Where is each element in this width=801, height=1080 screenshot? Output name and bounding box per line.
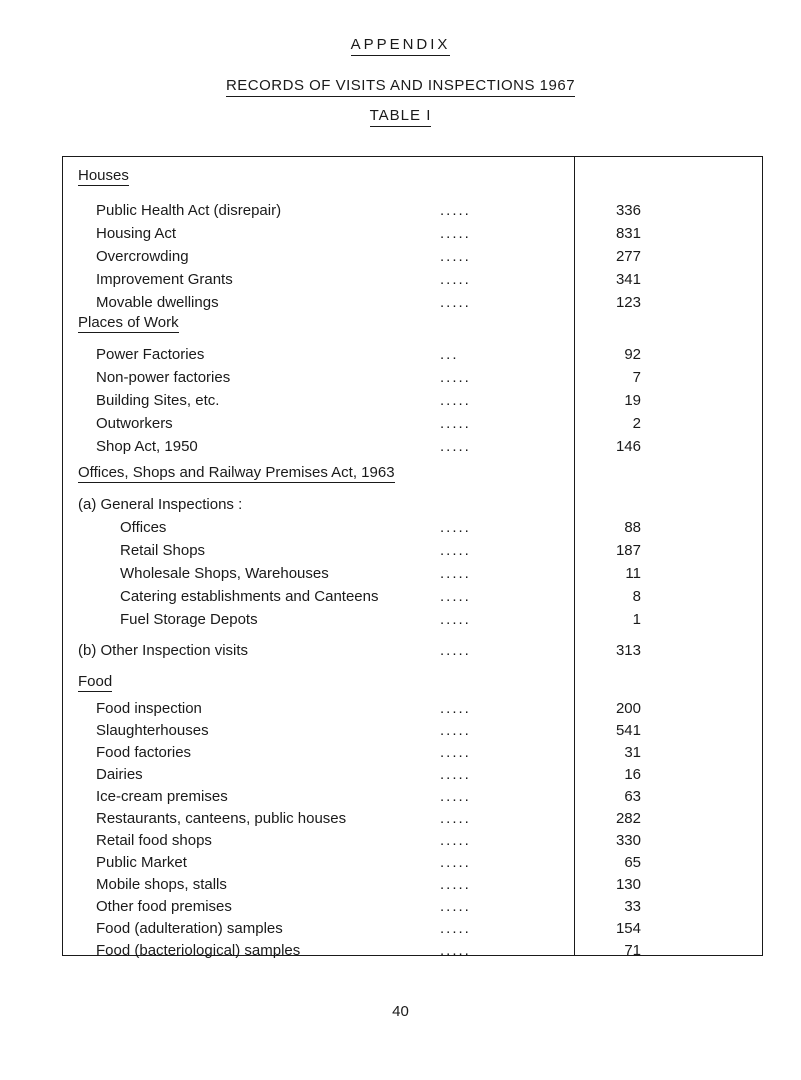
leader-dots: ..... [440, 225, 471, 242]
section-heading [0, 165, 801, 187]
table-row [0, 698, 801, 720]
leader-dots: ..... [440, 519, 471, 536]
row-label: Housing Act [96, 225, 177, 242]
row-value: 154 [615, 920, 641, 937]
row-label: Retail food shops [96, 832, 212, 849]
table-row [0, 742, 801, 764]
leader-dots: ..... [440, 294, 471, 311]
table-row [0, 200, 801, 222]
table-row [0, 609, 801, 631]
row-label: Food (bacteriological) samples [96, 942, 301, 959]
row-value: 541 [615, 722, 641, 739]
leader-dots: ..... [440, 248, 471, 265]
page-number: 40 [392, 1003, 409, 1020]
row-value: 33 [624, 898, 641, 915]
row-label: Food (adulteration) samples [96, 920, 283, 937]
heading-text: (a) General Inspections : [78, 496, 243, 513]
section-title [78, 312, 179, 334]
table-row [0, 940, 801, 962]
row-value: 130 [615, 876, 641, 893]
row-label: Other food premises [96, 898, 232, 915]
table-row [0, 640, 801, 662]
leader-dots: ..... [440, 722, 471, 739]
leader-dots: ..... [440, 810, 471, 827]
row-value: 831 [615, 225, 641, 242]
table-row [0, 764, 801, 786]
table-name [0, 107, 801, 127]
leader-dots: ..... [440, 766, 471, 783]
row-label: Shop Act, 1950 [96, 438, 198, 455]
heading-text: Places of Work [78, 314, 179, 331]
row-label: Retail Shops [120, 542, 206, 559]
row-label: Wholesale Shops, Warehouses [120, 565, 329, 582]
row-value: 63 [624, 788, 641, 805]
leader-dots: ..... [440, 700, 471, 717]
row-value: 123 [615, 294, 641, 311]
table-row [0, 413, 801, 435]
row-value: 71 [624, 942, 641, 959]
row-value: 7 [632, 369, 641, 386]
leader-dots: ... [440, 346, 459, 363]
leader-dots: ..... [440, 788, 471, 805]
row-value: 282 [615, 810, 641, 827]
table-row [0, 436, 801, 458]
table-row [0, 246, 801, 268]
leader-dots: ..... [440, 588, 471, 605]
section-heading [0, 312, 801, 334]
leader-dots: ..... [440, 565, 471, 582]
row-value: 330 [615, 832, 641, 849]
row-label: Slaughterhouses [96, 722, 209, 739]
records-subtitle-text: RECORDS OF VISITS AND INSPECTIONS 1967 [226, 77, 575, 97]
row-value: 200 [615, 700, 641, 717]
row-label: (b) Other Inspection visits [78, 642, 249, 659]
leader-dots: ..... [440, 611, 471, 628]
table-row [0, 540, 801, 562]
heading-text: Food [78, 673, 113, 690]
section-title [78, 462, 395, 484]
row-value: 31 [624, 744, 641, 761]
section-heading [0, 462, 801, 484]
row-value: 146 [615, 438, 641, 455]
records-subtitle [0, 77, 801, 97]
appendix-heading-text: APPENDIX [351, 36, 451, 56]
appendix-heading [0, 36, 801, 56]
table-row [0, 720, 801, 742]
row-label: Food factories [96, 744, 192, 761]
table-name-text: TABLE I [370, 107, 432, 127]
row-value: 8 [632, 588, 641, 605]
row-label: Ice-cream premises [96, 788, 228, 805]
table-row [0, 269, 801, 291]
table-row [0, 896, 801, 918]
subheading [0, 494, 801, 516]
leader-dots: ..... [440, 438, 471, 455]
row-value: 313 [615, 642, 641, 659]
row-value: 92 [624, 346, 641, 363]
leader-dots: ..... [440, 898, 471, 915]
leader-dots: ..... [440, 202, 471, 219]
row-label: Fuel Storage Depots [120, 611, 258, 628]
section-title [78, 671, 112, 693]
leader-dots: ..... [440, 854, 471, 871]
table-row [0, 563, 801, 585]
leader-dots: ..... [440, 392, 471, 409]
table-row [0, 292, 801, 314]
row-value: 2 [632, 415, 641, 432]
row-label: Public Health Act (disrepair) [96, 202, 282, 219]
row-value: 1 [632, 611, 641, 628]
table-row [0, 852, 801, 874]
row-label: Improvement Grants [96, 271, 233, 288]
heading-text: Offices, Shops and Railway Premises Act, 1963 [78, 464, 395, 481]
table-row [0, 390, 801, 412]
row-label: Catering establishments and Canteens [120, 588, 379, 605]
row-label: Offices [120, 519, 167, 536]
row-label: Dairies [96, 766, 143, 783]
row-value: 11 [625, 565, 641, 582]
table-row [0, 517, 801, 539]
leader-dots: ..... [440, 876, 471, 893]
row-value: 88 [624, 519, 641, 536]
leader-dots: ..... [440, 744, 471, 761]
row-label: Non-power factories [96, 369, 231, 386]
row-label: Overcrowding [96, 248, 189, 265]
row-value: 336 [615, 202, 641, 219]
table-row [0, 223, 801, 245]
section-title [78, 165, 129, 187]
row-label: Building Sites, etc. [96, 392, 220, 409]
row-label: Mobile shops, stalls [96, 876, 227, 893]
row-value: 16 [624, 766, 641, 783]
table-row [0, 586, 801, 608]
table-row [0, 344, 801, 366]
table-row [0, 830, 801, 852]
row-label: Restaurants, canteens, public houses [96, 810, 347, 827]
leader-dots: ..... [440, 271, 471, 288]
heading-text: Houses [78, 167, 129, 184]
row-label: Food inspection [96, 700, 202, 717]
table-row [0, 808, 801, 830]
row-value: 277 [615, 248, 641, 265]
row-value: 341 [615, 271, 641, 288]
row-value: 65 [624, 854, 641, 871]
table-row [0, 918, 801, 940]
row-label: Power Factories [96, 346, 205, 363]
leader-dots: ..... [440, 542, 471, 559]
leader-dots: ..... [440, 920, 471, 937]
row-label: Outworkers [96, 415, 173, 432]
row-value: 19 [624, 392, 641, 409]
leader-dots: ..... [440, 642, 471, 659]
leader-dots: ..... [440, 369, 471, 386]
section-heading [0, 671, 801, 693]
subheading-text [78, 494, 242, 516]
row-label: Public Market [96, 854, 187, 871]
table-row [0, 367, 801, 389]
leader-dots: ..... [440, 415, 471, 432]
leader-dots: ..... [440, 832, 471, 849]
table-row [0, 786, 801, 808]
row-label: Movable dwellings [96, 294, 219, 311]
row-value: 187 [615, 542, 641, 559]
leader-dots: ..... [440, 942, 471, 959]
table-row [0, 874, 801, 896]
